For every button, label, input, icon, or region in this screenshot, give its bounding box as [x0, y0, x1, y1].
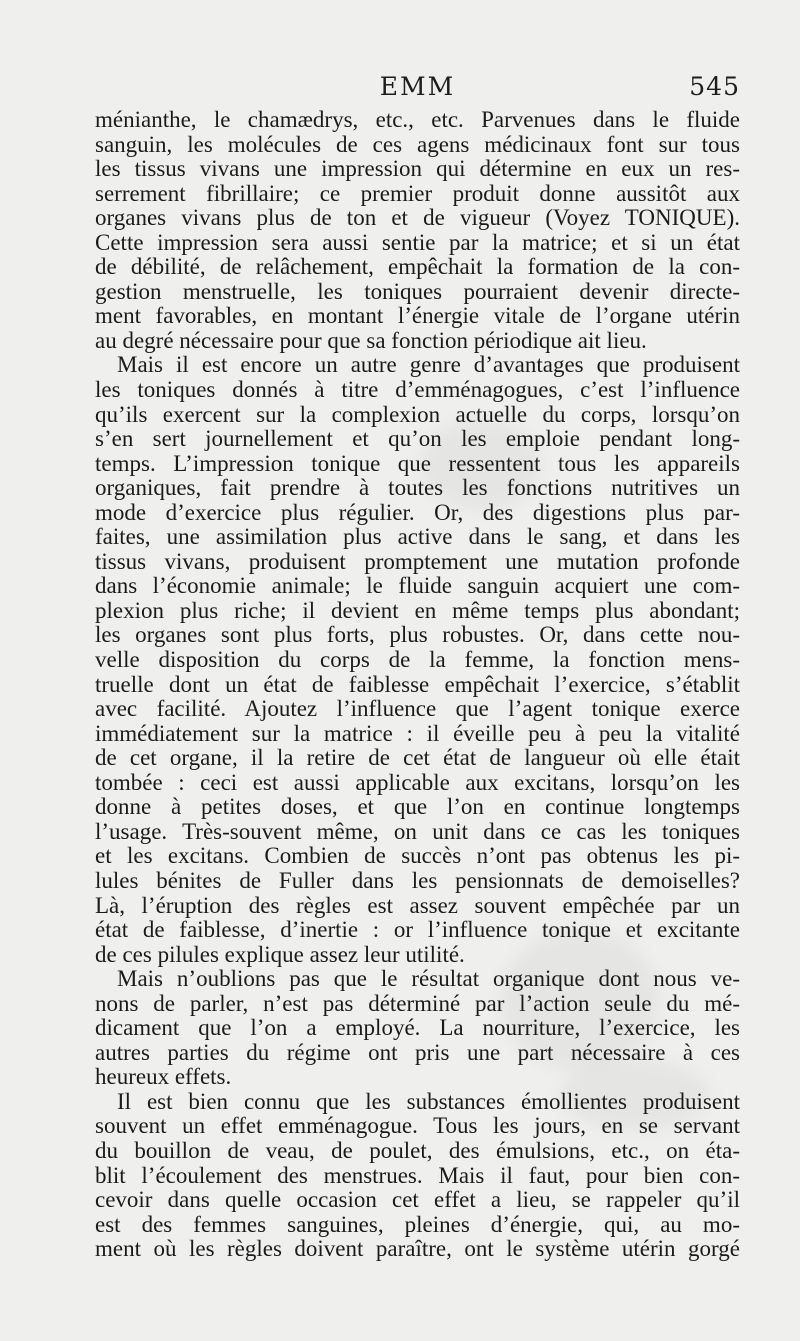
running-head	[95, 72, 740, 106]
text-line: dicament que l’on a employé. La nourriture, l’exercice, les	[95, 1015, 740, 1041]
text-line: velle disposition du corps de la femme, la fonction mens-	[95, 647, 740, 673]
text-line: heureux effets.	[95, 1064, 232, 1090]
text-line: est des femmes sanguines, pleines d’énergie, qui, au mo-	[95, 1211, 740, 1237]
text-line: les toniques donnés à titre d’emménagogues, c’est l’influence	[95, 377, 740, 403]
text-line: lules bénites de Fuller dans les pensionnats de demoiselles?	[95, 867, 740, 893]
text-line: organiques, fait prendre à toutes les fonctions nutritives un	[95, 475, 740, 501]
text-line: avec facilité. Ajoutez l’influence que l’agent tonique exerce	[95, 696, 740, 722]
text-line: de cet organe, il la retire de cet état de langueur où elle était	[95, 745, 740, 771]
text-line: souvent un effet emménagogue. Tous les jours, en se servant	[95, 1113, 740, 1139]
text-line: qu’ils exercent sur la complexion actuelle du corps, lorsqu’on	[95, 401, 740, 427]
page-number: 545	[689, 72, 740, 101]
text-line: sanguin, les molécules de ces agens médicinaux font sur tous	[95, 131, 740, 157]
text-line: de débilité, de relâchement, empêchait la formation de la con-	[95, 254, 740, 280]
text-line: tombée : ceci est aussi applicable aux excitans, lorsqu’on les	[95, 769, 740, 795]
body-text	[95, 108, 740, 1262]
text-line: les tissus vivans une impression qui détermine en eux un res-	[95, 156, 740, 182]
text-line: nons de parler, n’est pas déterminé par l’action seule du mé-	[95, 990, 740, 1016]
text-line: du bouillon de veau, de poulet, des émulsions, etc., on éta-	[95, 1137, 740, 1163]
text-line: mode d’exercice plus régulier. Or, des digestions plus par-	[95, 499, 740, 525]
text-line: gestion menstruelle, les toniques pourraient devenir directe-	[95, 278, 740, 304]
text-line: faites, une assimilation plus active dans le sang, et dans les	[95, 524, 740, 550]
paragraph-start-line: Mais il est encore un autre genre d’avantages que produisent	[117, 352, 740, 378]
text-line: s’en sert journellement et qu’on les emploie pendant long-	[95, 426, 740, 452]
text-line: tissus vivans, produisent promptement une mutation profonde	[95, 548, 740, 574]
text-line: donne à petites doses, et que l’on en continue longtemps	[95, 794, 740, 820]
text-line: organes vivans plus de ton et de vigueur (Voyez TONIQUE).	[95, 205, 740, 231]
text-line: autres parties du régime ont pris une part nécessaire à ces	[95, 1039, 740, 1065]
text-line: et les excitans. Combien de succès n’ont pas obtenus les pi-	[95, 843, 740, 869]
text-line: état de faiblesse, d’inertie : or l’influence tonique et excitante	[95, 917, 740, 943]
text-line: l’usage. Très-souvent même, on unit dans ce cas les toniques	[95, 818, 740, 844]
text-line: temps. L’impression tonique que ressentent tous les appareils	[95, 450, 740, 476]
text-line: serrement fibrillaire; ce premier produit donne aussitôt aux	[95, 180, 740, 206]
text-line: plexion plus riche; il devient en même temps plus abondant;	[95, 597, 740, 623]
running-title: EMM	[379, 72, 456, 101]
text-line: dans l’économie animale; le fluide sanguin acquiert une com-	[95, 573, 740, 599]
text-line: blit l’écoulement des menstrues. Mais il faut, pour bien con-	[95, 1162, 740, 1188]
text-line: truelle dont un état de faiblesse empêchait l’exercice, s’établit	[95, 671, 740, 697]
text-line: de ces pilules explique assez leur utilité.	[95, 941, 465, 967]
paragraph-start-line: Mais n’oublions pas que le résultat organique dont nous ve-	[117, 966, 740, 992]
text-line: les organes sont plus forts, plus robustes. Or, dans cette nou-	[95, 622, 740, 648]
text-line: au degré nécessaire pour que sa fonction périodique ait lieu.	[95, 327, 647, 353]
text-line: ménianthe, le chamædrys, etc., etc. Parvenues dans le fluide	[95, 107, 740, 132]
text-line: ment favorables, en montant l’énergie vitale de l’organe utérin	[95, 303, 740, 329]
text-line: ment où les règles doivent paraître, ont le système utérin gorgé	[95, 1236, 740, 1262]
text-line: Cette impression sera aussi sentie par la matrice; et si un état	[95, 229, 740, 255]
text-line: immédiatement sur la matrice : il éveille peu à peu la vitalité	[95, 720, 740, 746]
paragraph-start-line: Il est bien connu que les substances émollientes produisent	[117, 1088, 740, 1114]
text-line: Là, l’éruption des règles est assez souvent empêchée par un	[95, 892, 740, 918]
text-line: cevoir dans quelle occasion cet effet a lieu, se rappeler qu’il	[95, 1187, 740, 1213]
